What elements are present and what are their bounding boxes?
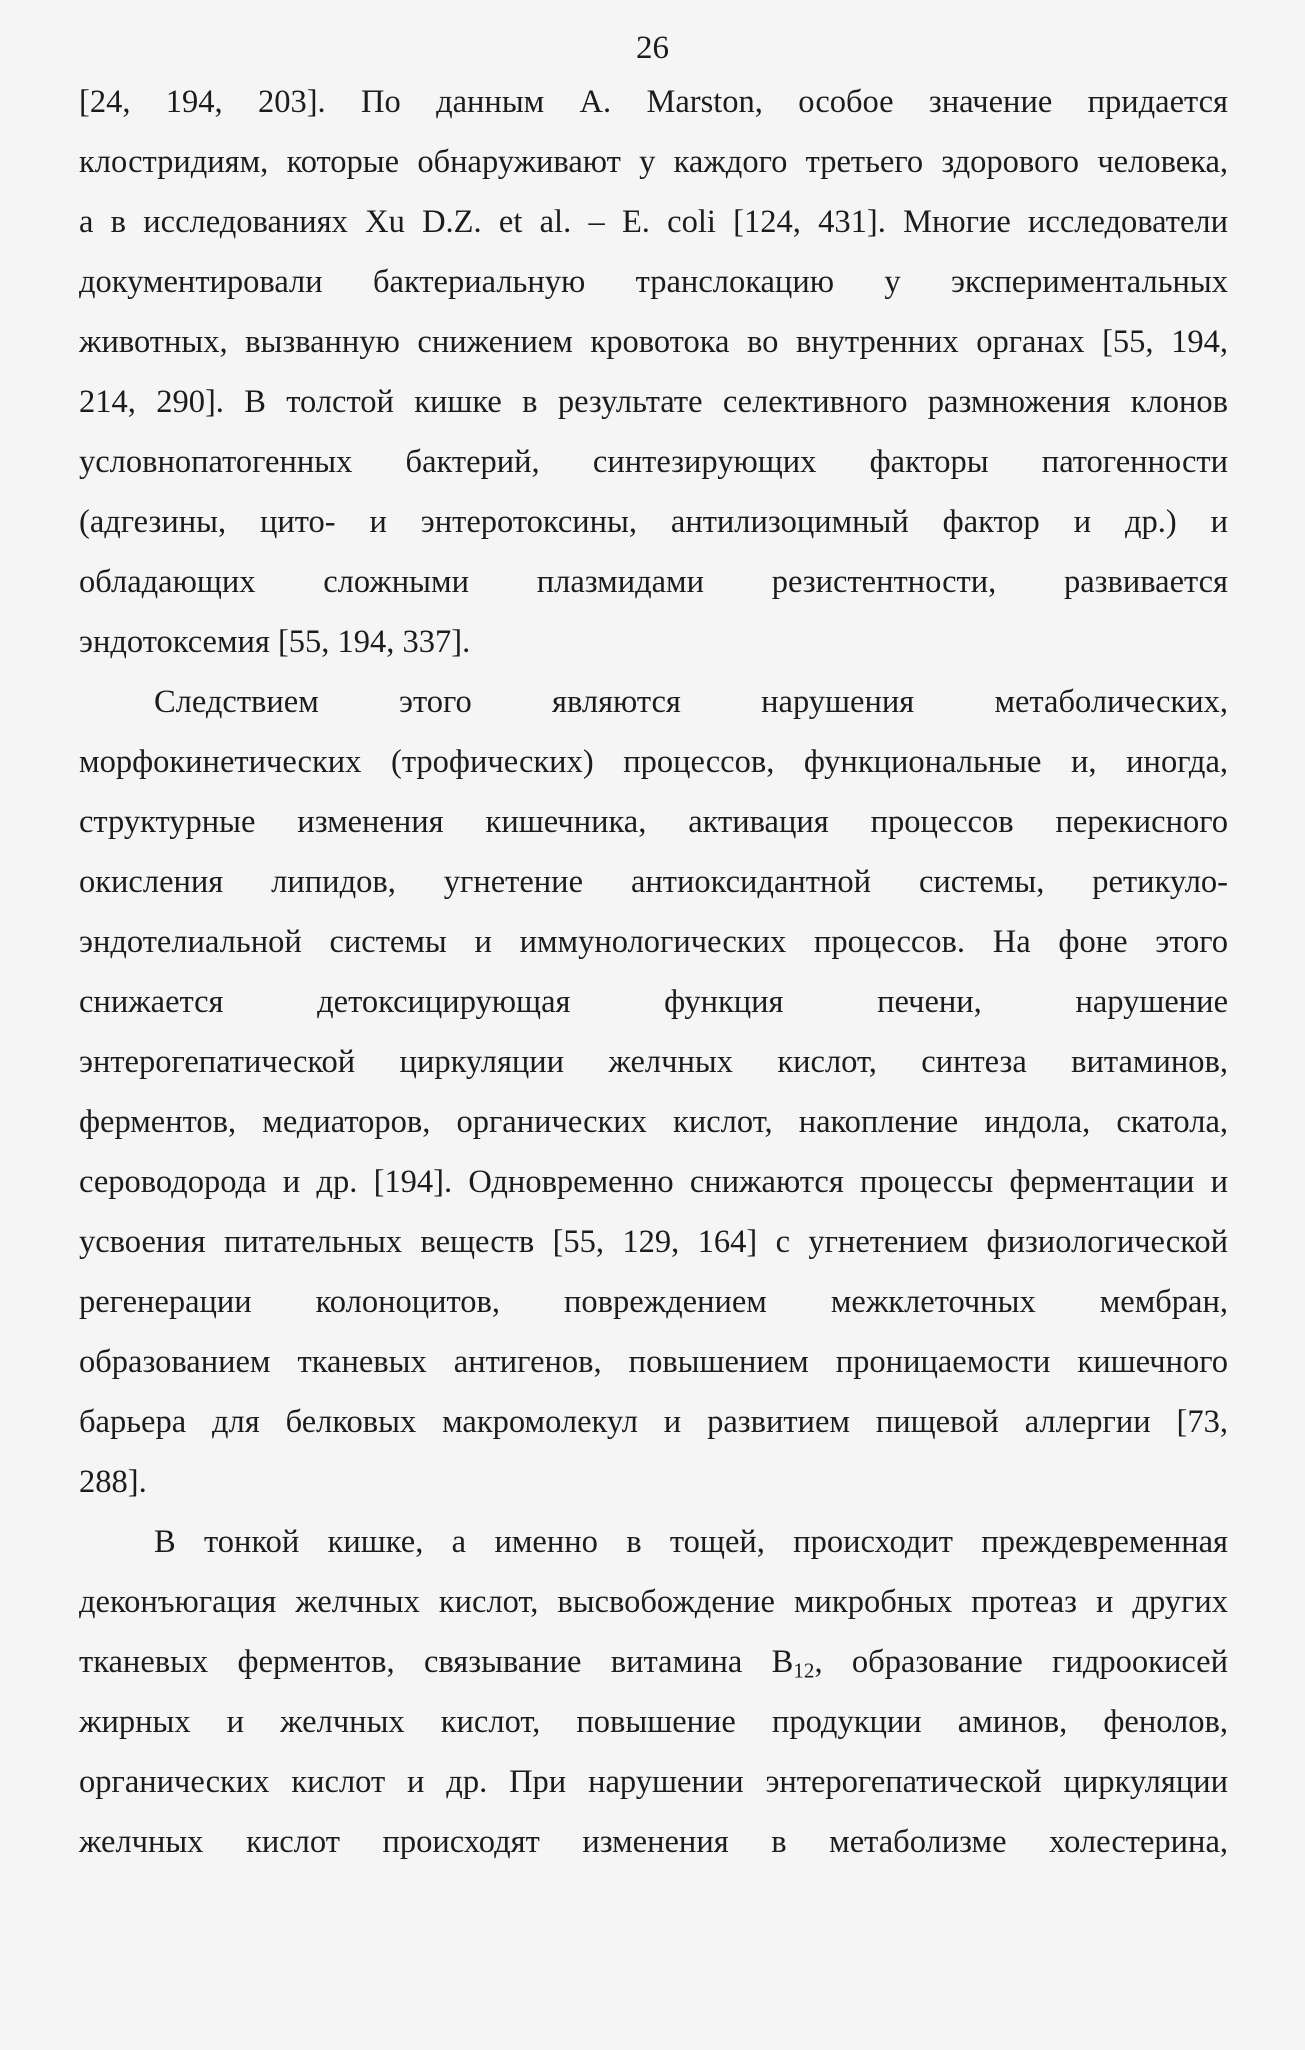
text-line: жирных и желчных кислот, повышение продукции аминов, фенолов, [79,1704,1228,1740]
text-line: снижается детоксицирующая функция печени, нарушение [79,984,1228,1020]
text-line: документировали бактериальную транслокацию у экспериментальных [79,264,1228,300]
text-segment: , образование гидроокисей [814,1644,1228,1680]
text-line: окисления липидов, угнетение антиоксидантной системы, ретикуло- [79,864,1228,900]
text-segment: тканевых ферментов, связывание витамина B [79,1644,794,1680]
text-line: желчных кислот происходят изменения в метаболизме холестерина, [79,1824,1228,1860]
paragraph-2 [79,672,1228,1512]
text-line: органических кислот и др. При нарушении энтерогепатической циркуляции [79,1764,1228,1800]
text-line: эндотелиальной системы и иммунологических процессов. На фоне этого [79,924,1228,960]
text-line: а в исследованиях Xu D.Z. et al. – E. coli [124, 431]. Многие исследователи [79,204,1228,240]
text-line: ферментов, медиаторов, органических кислот, накопление индола, скатола, [79,1104,1228,1140]
subscript: 12 [793,1658,815,1683]
text-line: морфокинетических (трофических) процессов, функциональные и, иногда, [79,744,1228,780]
text-line: энтерогепатической циркуляции желчных кислот, синтеза витаминов, [79,1044,1228,1080]
body-text [79,72,1228,1872]
paragraph-1 [79,72,1228,672]
text-line: деконъюгация желчных кислот, высвобождение микробных протеаз и других [79,1584,1228,1620]
page-number: 26 [636,30,669,66]
text-line: образованием тканевых антигенов, повышением проницаемости кишечного [79,1344,1228,1380]
text-line: барьера для белковых макромолекул и развитием пищевой аллергии [73, [79,1404,1228,1440]
text-line: В тонкой кишке, а именно в тощей, происходит преждевременная [154,1524,1228,1560]
text-line: структурные изменения кишечника, активация процессов перекисного [79,804,1228,840]
text-line: эндотоксемия [55, 194, 337]. [79,624,471,660]
text-line: регенерации колоноцитов, повреждением межклеточных мембран, [79,1284,1228,1320]
text-line: усвоения питательных веществ [55, 129, 164] с угнетением физиологической [79,1224,1228,1260]
text-line: (адгезины, цито- и энтеротоксины, антилизоцимный фактор и др.) и [79,504,1228,540]
text-line: 214, 290]. В толстой кишке в результате селективного размножения клонов [79,384,1228,420]
text-line: животных, вызванную снижением кровотока во внутренних органах [55, 194, [79,324,1228,360]
text-line: Следствием этого являются нарушения метаболических, [154,684,1228,720]
text-line: 288]. [79,1464,147,1500]
text-line: обладающих сложными плазмидами резистентности, развивается [79,564,1228,600]
text-line-with-subscript [79,1632,1228,1692]
text-line: условнопатогенных бактерий, синтезирующих факторы патогенности [79,444,1228,480]
text-line: сероводорода и др. [194]. Одновременно снижаются процессы ферментации и [79,1164,1228,1200]
text-line: клостридиям, которые обнаруживают у каждого третьего здорового человека, [79,144,1228,180]
paragraph-3 [79,1512,1228,1872]
text-line: [24, 194, 203]. По данным A. Marston, особое значение придается [79,84,1228,120]
